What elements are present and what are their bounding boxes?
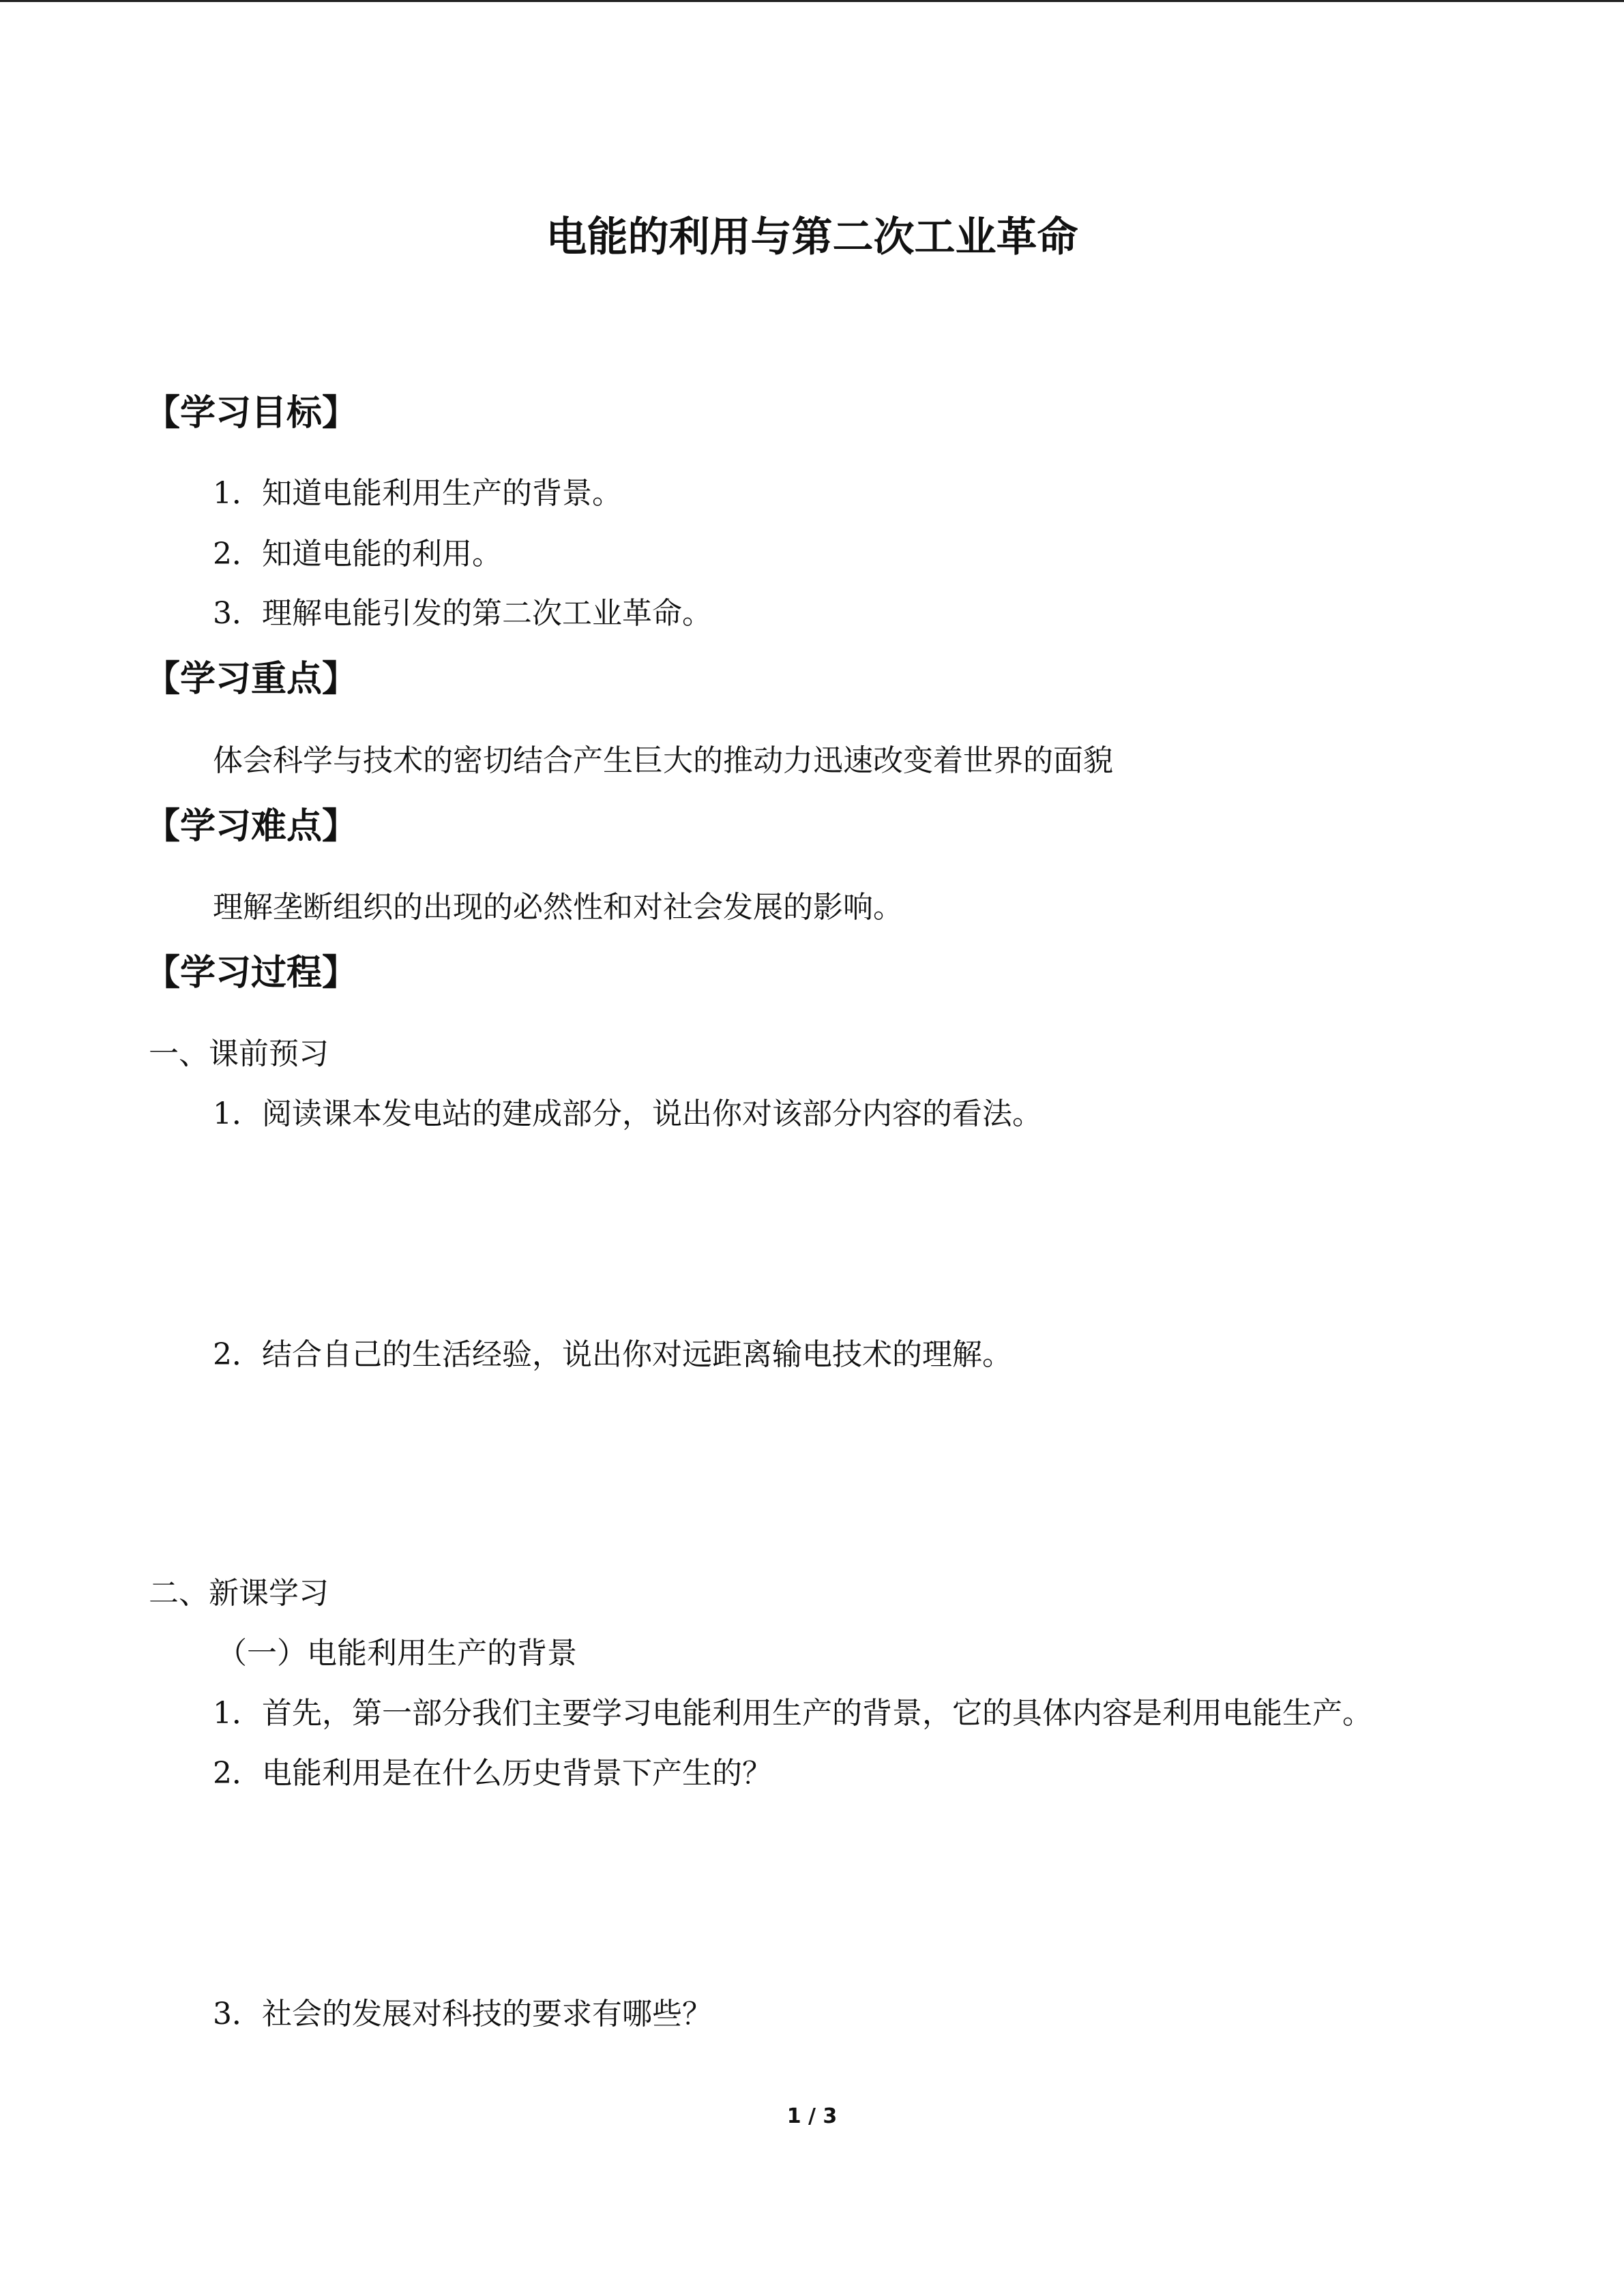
page-number: 1 / 3 (786, 2104, 838, 2128)
preview-question-1: 1．阅读课本发电站的建成部分，说出你对该部分内容的看法。 (213, 1097, 1042, 1131)
preview-section-title: 一、课前预习 (149, 1037, 329, 1071)
objective-item-1: 1．知道电能利用生产的背景。 (213, 476, 622, 511)
objective-item-2: 2．知道电能的利用。 (213, 537, 502, 571)
process-heading: 【学习过程】 (145, 953, 358, 994)
difficulties-heading: 【学习难点】 (145, 806, 358, 847)
objectives-heading: 【学习目标】 (145, 393, 358, 434)
preview-question-2: 2．结合自己的生活经验，说出你对远距离输电技术的理解。 (213, 1337, 1012, 1372)
top-border-line (0, 0, 1624, 2)
key-points-text: 体会科学与技术的密切结合产生巨大的推动力迅速改变着世界的面貌 (213, 743, 1113, 778)
new-lesson-item-2: 2．电能利用是在什么历史背景下产生的？ (213, 1756, 772, 1791)
answer-space-3 (213, 1807, 1441, 1984)
new-lesson-section-title: 二、新课学习 (149, 1576, 329, 1611)
objective-item-3: 3．理解电能引发的第二次工业革命。 (213, 596, 712, 631)
new-lesson-subsection-title: （一）电能利用生产的背景 (217, 1636, 577, 1671)
new-lesson-item-3: 3．社会的发展对科技的要求有哪些？ (213, 1997, 712, 2031)
answer-space-1 (213, 1146, 1441, 1316)
document-title: 电能的利用与第二次工业革命 (546, 213, 1078, 261)
key-points-heading: 【学习重点】 (145, 659, 358, 700)
new-lesson-item-1: 1．首先，第一部分我们主要学习电能利用生产的背景，它的具体内容是利用电能生产。 (213, 1696, 1372, 1731)
difficulties-text: 理解垄断组织的出现的必然性和对社会发展的影响。 (213, 890, 903, 925)
answer-space-2 (213, 1388, 1441, 1579)
